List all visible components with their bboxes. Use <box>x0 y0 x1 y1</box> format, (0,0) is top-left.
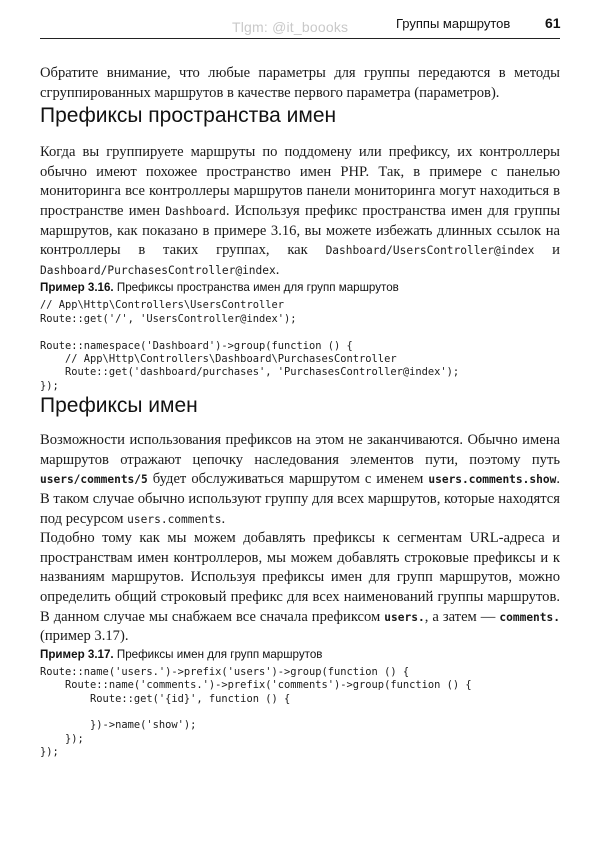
inline-code: Dashboard/UsersController@index <box>325 244 535 258</box>
text-run: Подобно тому как мы можем добавлять префиксы к сегментам URL-адреса и пространствам имен контроллеров, мы можем добавлять строковые префиксы и к названиям маршрутов. Используя префиксы имен для групп маршрутов, можно определить общий строковый префикс для всех наименований группы маршрутов. В данном случае мы снабжаем все сначала префиксом <box>40 530 560 625</box>
code-listing-3-16: // App\Http\Controllers\UsersController Route::get('/', 'UsersController@index'); Route::namespace('Dashboard')->group(function () { // App\Http\Controllers\Dashboard\PurchasesController Route::get('dashboard/purchases', 'PurchasesController@index'); }); <box>40 299 460 392</box>
running-head: Группы маршрутов <box>396 16 511 31</box>
example-label: Пример 3.17. <box>40 647 114 661</box>
text-run: и <box>534 242 560 259</box>
inline-code: users.comments.show <box>428 473 557 487</box>
name-prefixes-paragraph-1 <box>40 431 560 529</box>
text-run: Возможности использования префиксов на этом не заканчиваются. Обычно имена маршрутов отражают цепочку наследования элементов пути, поэтому путь <box>40 432 560 468</box>
inline-code: users.comments <box>127 512 222 526</box>
section-heading-namespace-prefixes: Префиксы пространства имен <box>40 104 337 128</box>
inline-code: users. <box>384 610 425 624</box>
inline-code: users/comments/5 <box>40 473 148 487</box>
text-run: будет обслуживаться маршрутом с именем <box>147 471 429 488</box>
intro-paragraph: Обратите внимание, что любые параметры для группы передаются в методы сгруппированных маршрутов в качестве первого параметра (параметров). <box>40 65 560 101</box>
page-number: 61 <box>545 15 561 31</box>
text-run: . <box>275 261 280 278</box>
example-label: Пример 3.16. <box>40 281 114 295</box>
code-listing-3-17: Route::name('users.')->prefix('users')->group(function () { Route::name('comments.')->prefix('comments')->group(function () { Route::get('{id}', function () { })->name('show'); }); }); <box>40 665 472 759</box>
text-run: . Используя префикс пространства имен для группы маршрутов, как показано в примере 3.16, вы можете избежать длинных ссылок на контроллеры в таких группах, как <box>40 202 560 259</box>
example-caption-3-17 <box>40 647 560 662</box>
text-run: Когда вы группируете маршруты по поддомену или префиксу, их контроллеры обычно имеют похожее пространство имен PHP. Так, в примере с панелью мониторинга все контроллеры маршрутов панели мониторинга могут находиться в пространстве имен <box>40 144 560 219</box>
example-title: Префиксы имен для групп маршрутов <box>116 647 323 661</box>
inline-code: Dashboard/PurchasesController@index <box>40 263 276 277</box>
text-run: . <box>221 510 226 527</box>
text-run: , а затем — <box>424 608 500 625</box>
example-caption-3-16 <box>40 280 560 295</box>
section-heading-name-prefixes: Префиксы имен <box>40 394 198 418</box>
text-run: (пример 3.17). <box>40 628 129 645</box>
example-title: Префиксы пространства имен для групп маршрутов <box>116 281 399 295</box>
inline-code: Dashboard <box>165 204 226 218</box>
inline-code: comments. <box>499 610 560 624</box>
page-content <box>40 64 560 760</box>
watermark: Tlgm: @it_boooks <box>232 19 349 35</box>
text-run: . В таком случае обычно используют группу для всех маршрутов, которые находятся под ресурсом <box>40 471 560 527</box>
header-rule <box>40 38 560 39</box>
name-prefixes-paragraph-2 <box>40 529 560 647</box>
namespace-paragraph <box>40 143 560 280</box>
